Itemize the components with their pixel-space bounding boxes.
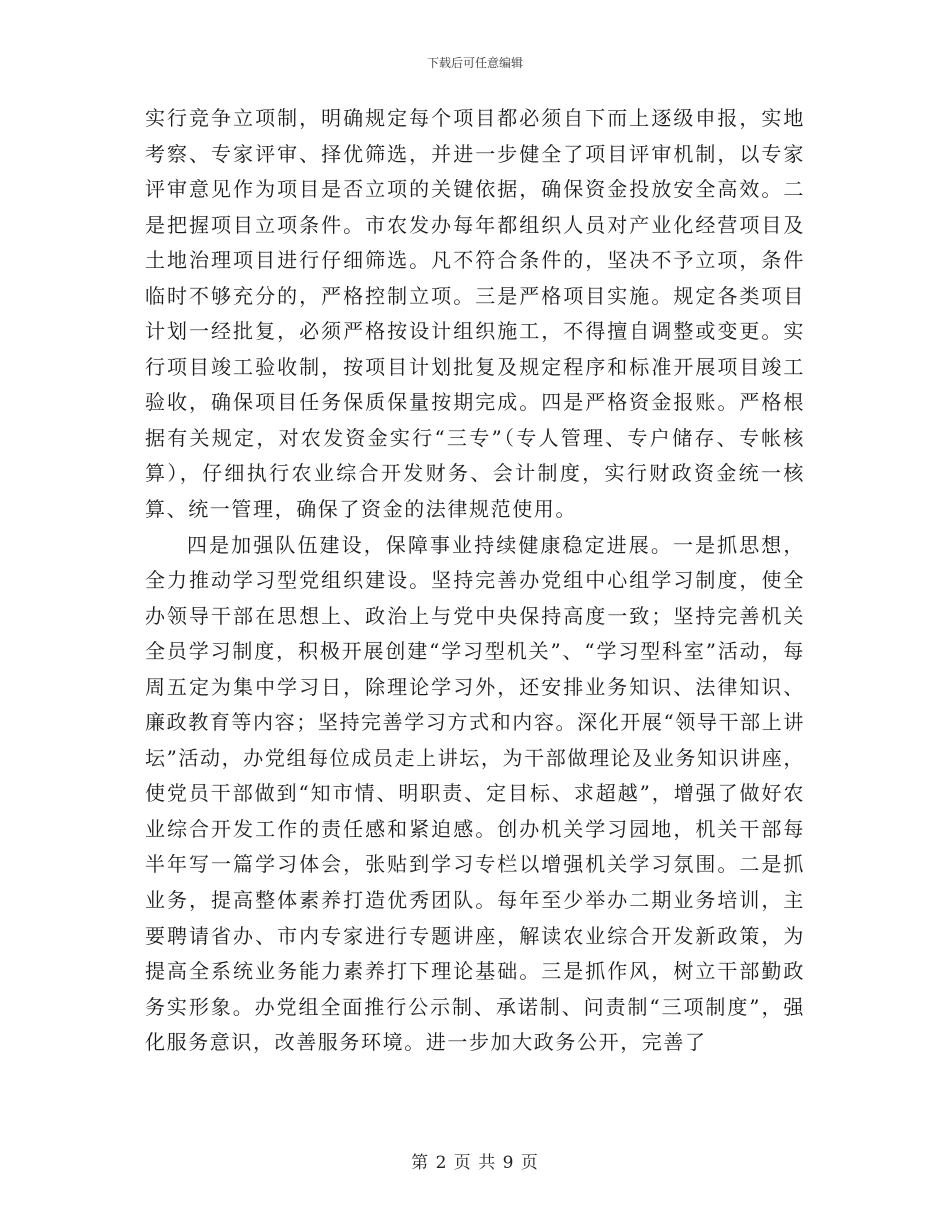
document-body xyxy=(145,101,805,1061)
paragraph-1: 实行竞争立项制，明确规定每个项目都必须自下而上逐级申报，实地考察、专家评审、择优筛选，并进一步健全了项目评审机制，以专家评审意见作为项目是否立项的关键依据，确保资金投放安全高效。二是把握项目立项条件。市农发办每年都组织人员对产业化经营项目及土地治理项目进行仔细筛选。凡不符合条件的，坚决不予立项，条件临时不够充分的，严格控制立项。三是严格项目实施。规定各类项目计划一经批复，必须严格按设计组织施工，不得擅自调整或变更。实行项目竣工验收制，按项目计划批复及规定程序和标准开展项目竣工验收，确保项目任务保质保量按期完成。四是严格资金报账。严格根据有关规定，对农发资金实行“三专”（专人管理、专户储存、专帐核算），仔细执行农业综合开发财务、会计制度，实行财政资金统一核算、统一管理，确保了资金的法律规范使用。 xyxy=(145,106,805,522)
paragraph-2: 四是加强队伍建设，保障事业持续健康稳定进展。一是抓思想，全力推动学习型党组织建设。坚持完善办党组中心组学习制度，使全办领导干部在思想上、政治上与党中央保持高度一致；坚持完善机关全员学习制度，积极开展创建“学习型机关”、“学习型科室”活动，每周五定为集中学习日，除理论学习外，还安排业务知识、法律知识、廉政教育等内容；坚持完善学习方式和内容。深化开展“领导干部上讲坛”活动，办党组每位成员走上讲坛，为干部做理论及业务知识讲座，使党员干部做到“知市情、明职责、定目标、求超越”，增强了做好农业综合开发工作的责任感和紧迫感。创办机关学习园地，机关干部每半年写一篇学习体会，张贴到学习专栏以增强机关学习氛围。二是抓业务，提高整体素养打造优秀团队。每年至少举办二期业务培训，主要聘请省办、市内专家进行专题讲座，解读农业综合开发新政策，为提高全系统业务能力素养打下理论基础。三是抓作风，树立干部勤政务实形象。办党组全面推行公示制、承诺制、问责制“三项制度”，强化服务意识，改善服务环境。进一步加大政务公开，完善了 xyxy=(145,532,805,1055)
page-header: 下载后可任意编辑 xyxy=(426,56,523,70)
page-number-footer: 第 2 页 共 9 页 xyxy=(411,1153,539,1173)
